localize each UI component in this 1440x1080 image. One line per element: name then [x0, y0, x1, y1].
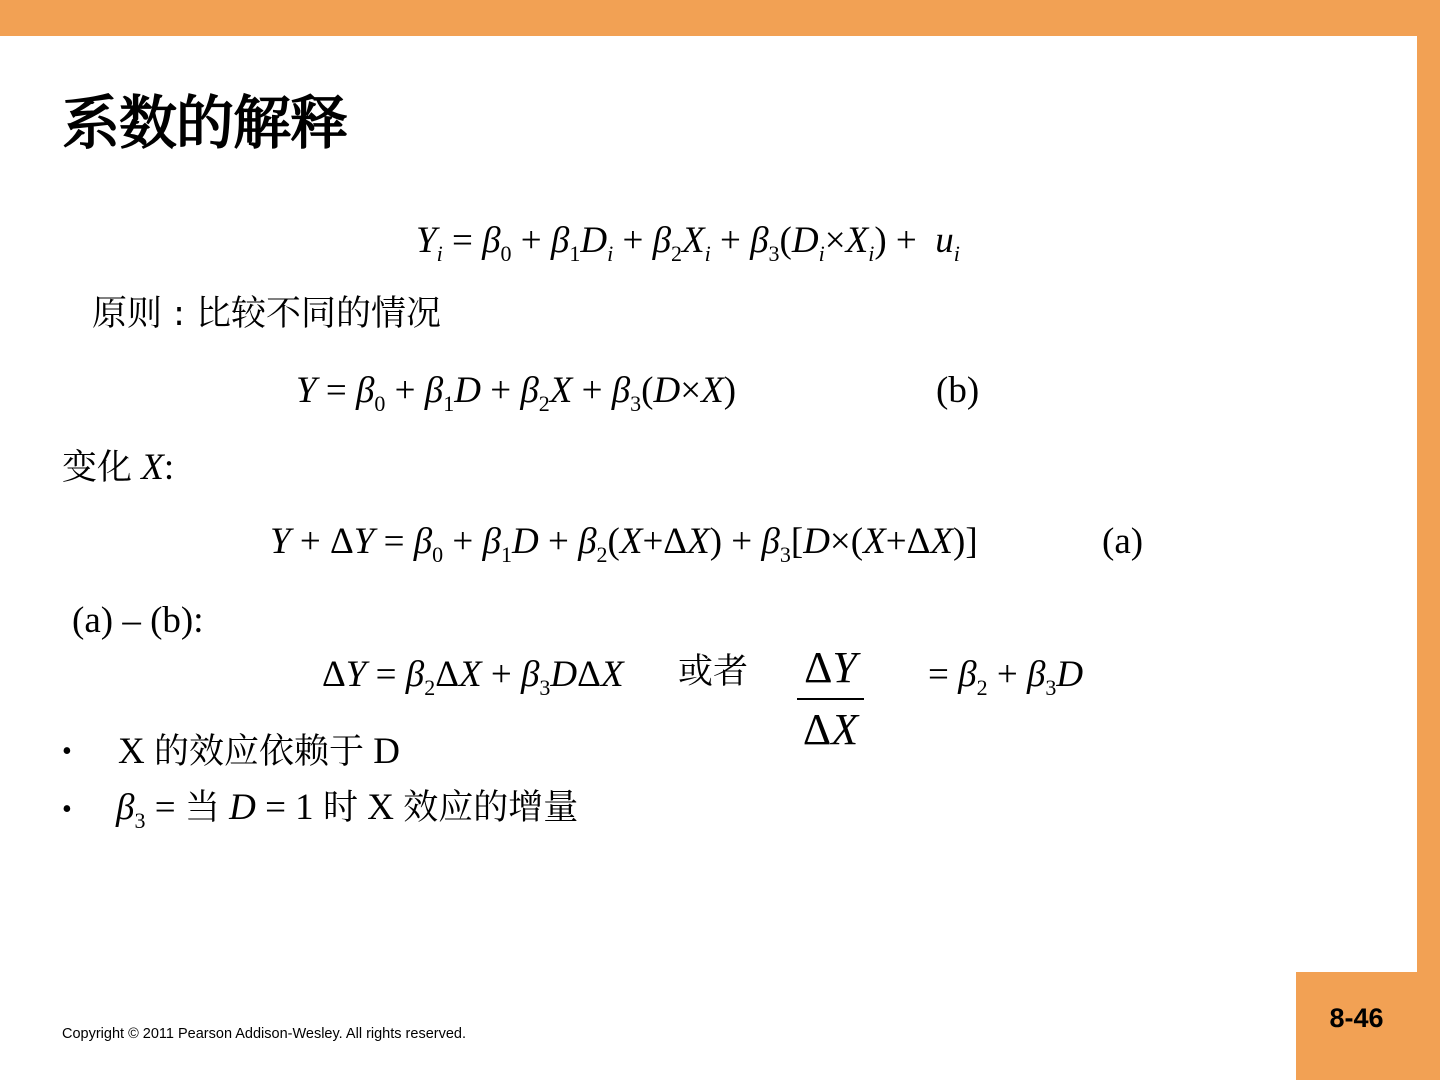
equation-b: $Y = \beta_0 + \beta_1D + \beta_2X + \beta_3(D\times X)$ — [296, 370, 737, 416]
slide-title: 系数的解释 — [62, 89, 348, 157]
bullet-item-2: $\beta_3$ = 当 D = 1 时 X 效应的增量 — [116, 787, 579, 833]
bullet-dot-2: • — [62, 794, 72, 825]
change-x-label: 变化 X: — [62, 447, 175, 488]
page-number: 8-46 — [1329, 1003, 1384, 1033]
or-label: 或者 — [678, 652, 749, 692]
fraction-denominator: ΔX — [802, 705, 859, 754]
bullet2-then: 时 — [322, 788, 358, 828]
equation-a: $Y + \Delta Y = \beta_0 + \beta_1D + \beta_2(X+\Delta X) + \beta_3[D\times(X+\Delta X)]$ — [270, 521, 978, 567]
bullet1-text: 的效应依赖于 — [153, 732, 364, 772]
bullet-item-1: X 的效应依赖于 D — [118, 731, 400, 772]
derivative-result: = $\beta_2 + \beta_3D$ — [928, 654, 1084, 700]
right-accent-bar — [1417, 36, 1440, 1080]
bullet2-when: 当 — [184, 788, 220, 828]
bullet-dot-1: • — [62, 736, 72, 767]
change-label: 变化 — [62, 448, 133, 488]
change-var: X — [141, 447, 164, 488]
model-equation: $Y_i = \beta_0 + \beta_1D_i + \beta_2X_i + \beta_3(D_i\times X_i) + u_i$ — [416, 220, 960, 266]
derivative-fraction — [797, 643, 864, 754]
principle-text: 原则 : 比较不同的情况 — [92, 294, 442, 334]
difference-label: (a) – (b): — [72, 600, 204, 641]
bullet2-text: 效应的增量 — [403, 788, 579, 828]
delta-equation: $\Delta Y = \beta_2\Delta X + \beta_3D\Delta X$ — [322, 654, 624, 700]
top-accent-bar — [0, 0, 1440, 36]
equation-b-tag: (b) — [936, 370, 980, 411]
copyright-text: Copyright © 2011 Pearson Addison-Wesley. All rights reserved. — [62, 1026, 466, 1042]
fraction-numerator: ΔY — [797, 646, 864, 700]
equation-a-tag: (a) — [1102, 521, 1144, 562]
